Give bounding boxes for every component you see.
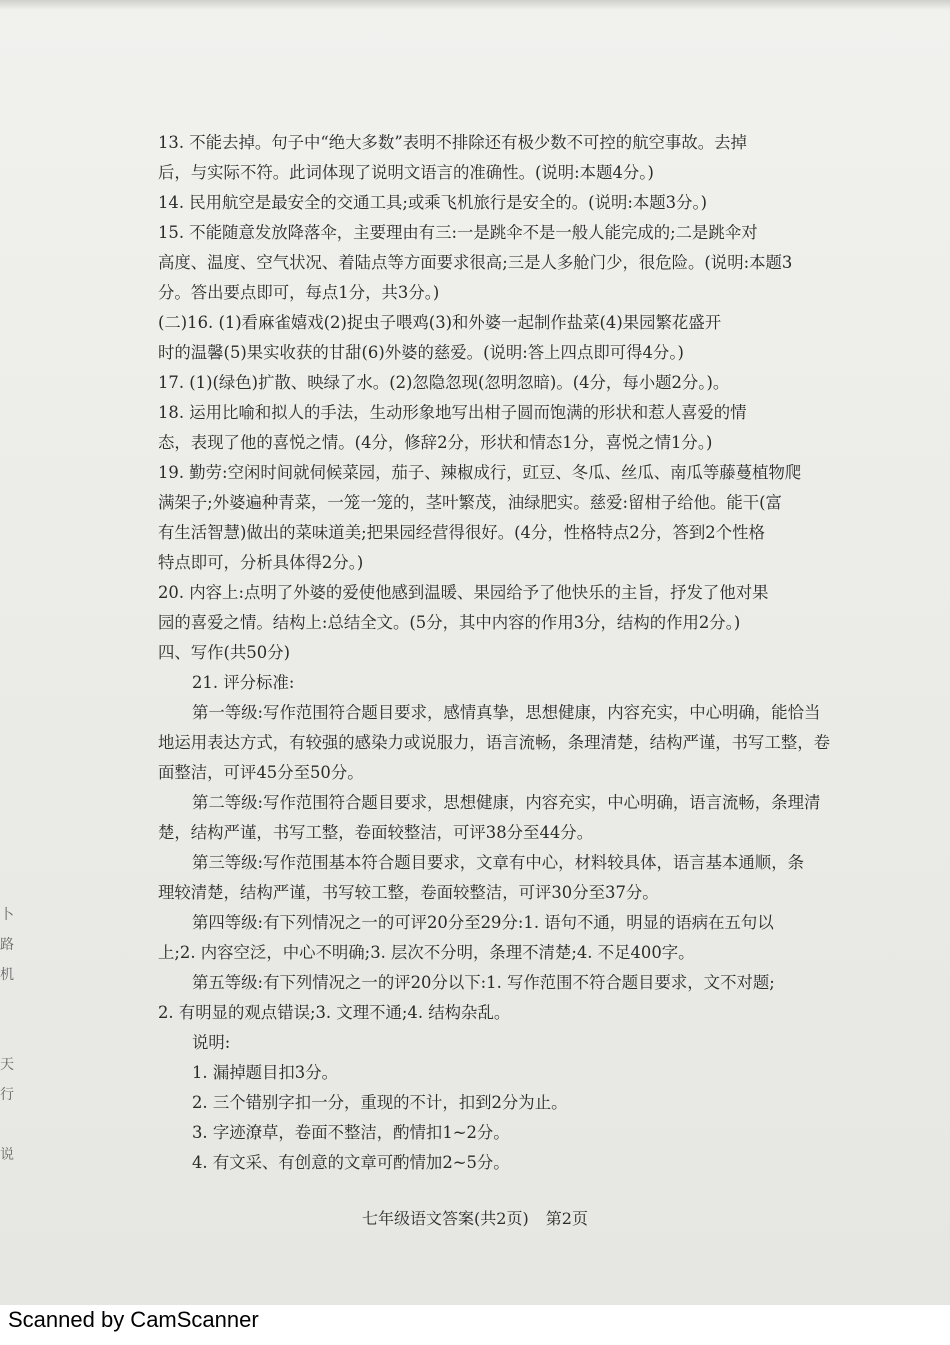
margin-char bbox=[0, 1110, 14, 1140]
text-line: 高度、温度、空气状况、着陆点等方面要求很高;三是人多舱门少，很危险。(说明:本题3 bbox=[158, 253, 793, 272]
page-footer bbox=[0, 1206, 950, 1229]
text-line: 第四等级:有下列情况之一的可评20分至29分:1. 语句不通，明显的语病在五句以 bbox=[192, 913, 774, 932]
margin-char bbox=[0, 990, 14, 1020]
margin-char bbox=[0, 1020, 14, 1050]
footer-title: 七年级语文答案(共2页) bbox=[362, 1209, 529, 1228]
text-line: 2. 有明显的观点错误;3. 文理不通;4. 结构杂乱。 bbox=[158, 1003, 511, 1022]
text-line: 上;2. 内容空泛，中心不明确;3. 层次不分明，条理不清楚;4. 不足400字。 bbox=[158, 943, 695, 962]
text-line: 18. 运用比喻和拟人的手法，生动形象地写出柑子圆而饱满的形状和惹人喜爱的情 bbox=[158, 403, 747, 422]
text-line: 4. 有文采、有创意的文章可酌情加2~5分。 bbox=[192, 1153, 510, 1172]
text-line: 说明: bbox=[192, 1033, 231, 1052]
text-line: 园的喜爱之情。结构上:总结全文。(5分，其中内容的作用3分，结构的作用2分。) bbox=[158, 613, 741, 632]
text-line: 3. 字迹潦草，卷面不整洁，酌情扣1~2分。 bbox=[192, 1123, 510, 1142]
text-line: 时的温馨(5)果实收获的甘甜(6)外婆的慈爱。(说明:答上四点即可得4分。) bbox=[158, 343, 684, 362]
text-line: 20. 内容上:点明了外婆的爱使他感到温暖、果园给予了他快乐的主旨，抒发了他对果 bbox=[158, 583, 769, 602]
text-line: (二)16. (1)看麻雀嬉戏(2)捉虫子喂鸡(3)和外婆一起制作盐菜(4)果园繁花盛开 bbox=[158, 313, 722, 332]
text-line: 有生活智慧)做出的菜味道美;把果园经营得很好。(4分，性格特点2分，答到2个性格 bbox=[158, 523, 765, 542]
text-line: 态，表现了他的喜悦之情。(4分，修辞2分，形状和情态1分，喜悦之情1分。) bbox=[158, 433, 713, 452]
section-heading: 四、写作(共50分) bbox=[158, 643, 290, 662]
scanner-watermark: Scanned by CamScanner bbox=[8, 1307, 259, 1332]
left-margin-bleed bbox=[0, 900, 14, 1170]
text-line: 地运用表达方式，有较强的感染力或说服力，语言流畅，条理清楚，结构严谨，书写工整，卷 bbox=[158, 733, 831, 752]
text-line: 21. 评分标准: bbox=[192, 673, 295, 692]
text-line: 第一等级:写作范围符合题目要求，感情真挚，思想健康，内容充实，中心明确，能恰当 bbox=[192, 703, 821, 722]
margin-char: 天 bbox=[0, 1057, 14, 1073]
text-line: 13. 不能去掉。句子中“绝大多数”表明不排除还有极少数不可控的航空事故。去掉 bbox=[158, 133, 747, 152]
footer-page-number: 第2页 bbox=[545, 1209, 588, 1228]
text-line: 特点即可，分析具体得2分。) bbox=[158, 553, 364, 572]
text-line: 17. (1)(绿色)扩散、映绿了水。(2)忽隐忽现(忽明忽暗)。(4分，每小题2分。)。 bbox=[158, 373, 730, 392]
margin-char: 机 bbox=[0, 967, 14, 983]
answer-key-body bbox=[158, 128, 866, 1178]
text-line: 14. 民用航空是最安全的交通工具;或乘飞机旅行是安全的。(说明:本题3分。) bbox=[158, 193, 708, 212]
text-line: 分。答出要点即可，每点1分，共3分。) bbox=[158, 283, 440, 302]
margin-char: 路 bbox=[0, 937, 14, 953]
text-line: 1. 漏掉题目扣3分。 bbox=[192, 1063, 339, 1082]
text-line: 后，与实际不符。此词体现了说明文语言的准确性。(说明:本题4分。) bbox=[158, 163, 654, 182]
text-line: 楚，结构严谨，书写工整，卷面较整洁，可评38分至44分。 bbox=[158, 823, 594, 842]
text-line: 面整洁，可评45分至50分。 bbox=[158, 763, 364, 782]
margin-char: 说 bbox=[0, 1147, 14, 1163]
text-line: 第五等级:有下列情况之一的评20分以下:1. 写作范围不符合题目要求，文不对题; bbox=[192, 973, 775, 992]
margin-char: 卜 bbox=[0, 907, 14, 923]
text-line: 理较清楚，结构严谨，书写较工整，卷面较整洁，可评30分至37分。 bbox=[158, 883, 659, 902]
text-line: 15. 不能随意发放降落伞，主要理由有三:一是跳伞不是一般人能完成的;二是跳伞对 bbox=[158, 223, 758, 242]
text-line: 第三等级:写作范围基本符合题目要求，文章有中心，材料较具体，语言基本通顺，条 bbox=[192, 853, 804, 872]
text-line: 第二等级:写作范围符合题目要求，思想健康，内容充实，中心明确，语言流畅，条理清 bbox=[192, 793, 821, 812]
text-line: 19. 勤劳:空闲时间就伺候菜园，茄子、辣椒成行，豇豆、冬瓜、丝瓜、南瓜等藤蔓植物爬 bbox=[158, 463, 802, 482]
scan-top-edge bbox=[0, 0, 950, 10]
margin-char: 行 bbox=[0, 1087, 14, 1103]
text-line: 满架子;外婆遍种青菜，一笼一笼的，茎叶繁茂，油绿肥实。慈爱:留柑子给他。能干(富 bbox=[158, 493, 782, 512]
text-line: 2. 三个错别字扣一分，重现的不计，扣到2分为止。 bbox=[192, 1093, 568, 1112]
